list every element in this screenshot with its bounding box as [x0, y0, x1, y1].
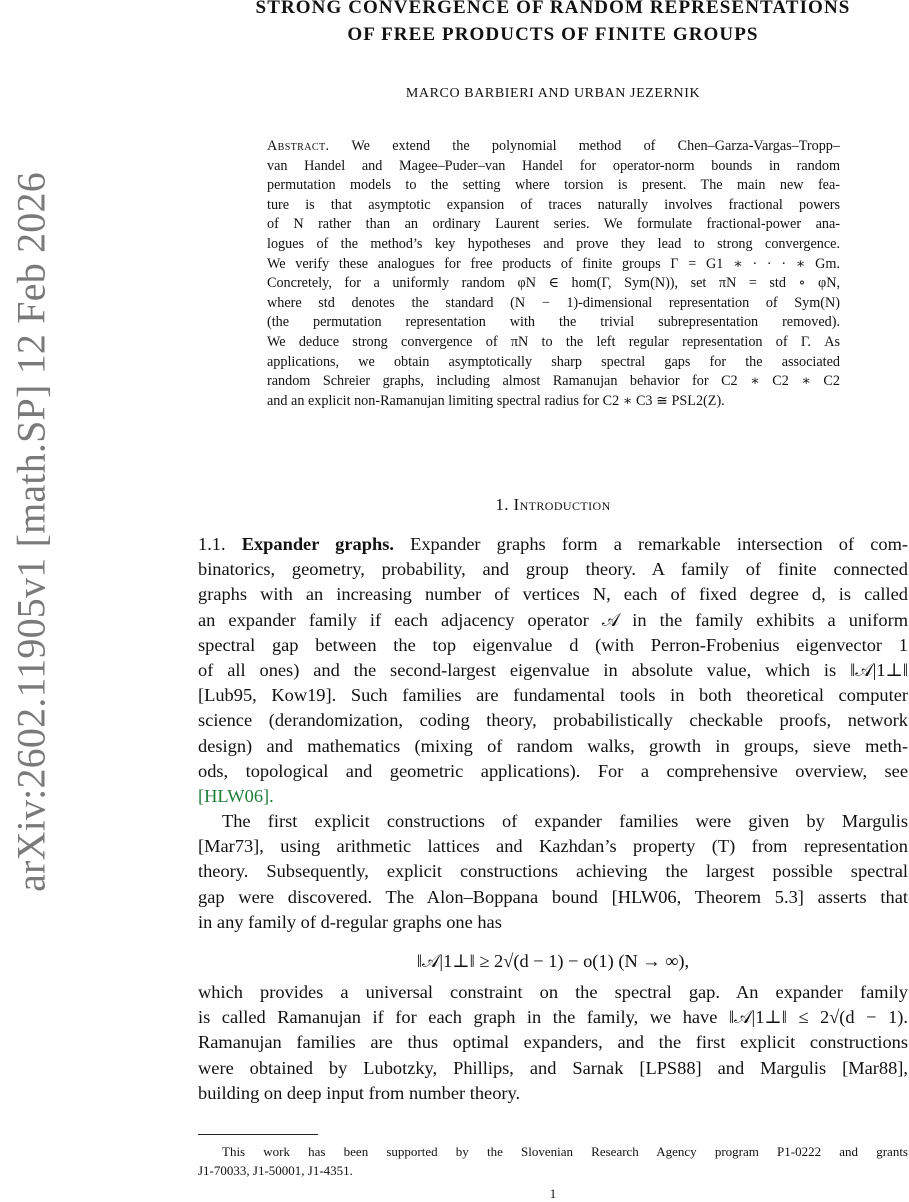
paragraph-line: which provides a universal constraint on the spectral gap. An expander family [198, 982, 908, 1002]
abstract-line: of N rather than an ordinary Laurent series. We formulate fractional-power ana- [267, 216, 840, 233]
abstract [267, 137, 840, 411]
paragraph-line: spectral gap between the top eigenvalue d (with Perron-Frobenius eigenvector 1 [198, 634, 908, 655]
subsection-title: Expander graphs. [241, 534, 394, 554]
citation-link[interactable]: [HLW06]. [198, 785, 274, 806]
body-text [198, 532, 908, 1106]
paragraph-line: Ramanujan families are thus optimal expanders, and the first explicit constructions [198, 1032, 908, 1053]
arxiv-identifier[interactable]: arXiv:2602.11905v1 [math.SP] 12 Feb 2026 [8, 172, 54, 892]
paragraph-line[interactable]: [Lub95, Kow19]. Such families are fundamental tools in both theoretical computer [198, 685, 908, 706]
abstract-line: van Handel and Magee–Puder–van Handel for operator-norm bounds in random [267, 157, 840, 174]
paragraph-line: ods, topological and geometric applications). For a comprehensive overview, see [198, 760, 908, 781]
abstract-line: random Schreier graphs, including almost Ramanujan behavior for C2 ∗ C2 ∗ C2 [267, 373, 840, 390]
display-equation: ‖𝒜|1⊥‖ ≥ 2√(d − 1) − o(1) (N → ∞), [416, 951, 690, 971]
paragraph-line: binatorics, geometry, probability, and group theory. A family of finite connected [198, 559, 908, 580]
footnote [198, 1142, 908, 1180]
abstract-label: Abstract. [267, 138, 330, 154]
abstract-line: where std denotes the standard (N − 1)-dimensional representation of Sym(N) [267, 294, 840, 311]
paper-title [197, 0, 909, 48]
authors: MARCO BARBIERI AND URBAN JEZERNIK [405, 86, 701, 101]
paragraph-line[interactable]: were obtained by Lubotzky, Phillips, and Sarnak [LPS88] and Margulis [Mar88], [198, 1057, 908, 1078]
abstract-line: permutation models to the setting where torsion is present. The main new fea- [267, 177, 840, 194]
title-line: STRONG CONVERGENCE OF RANDOM REPRESENTATIONS [255, 0, 851, 18]
abstract-line: We deduce strong convergence of πN to the left regular representation of Γ. As [267, 333, 840, 350]
paragraph-line: design) and mathematics (mixing of random walks, growth in groups, sieve meth- [198, 735, 908, 756]
subsection-number: 1.1. [198, 534, 242, 554]
paragraph-line: an expander family if each adjacency operator 𝒜 in the family exhibits a uniform [198, 609, 908, 630]
paragraph-line: theory. Subsequently, explicit constructions achieving the largest possible spectral [198, 861, 908, 882]
footnote-line: J1-70033, J1-50001, J1-4351. [198, 1163, 353, 1178]
abstract-line: ture is that asymptotic expansion of traces naturally involves fractional powers [267, 196, 840, 213]
section-heading: 1. Introduction [495, 495, 611, 514]
abstract-line: We verify these analogues for free products of finite groups Γ = G1 ∗ · · · ∗ Gm. [267, 255, 840, 272]
title-line: OF FREE PRODUCTS OF FINITE GROUPS [347, 24, 759, 45]
abstract-line: logues of the method’s key hypotheses and prove they lead to strong convergence. [267, 235, 840, 252]
abstract-line [267, 137, 840, 157]
paragraph-line: The first explicit constructions of expander families were given by Margulis [222, 811, 908, 832]
paragraph-line [198, 532, 908, 557]
abstract-line: and an explicit non-Ramanujan limiting spectral radius for C2 ∗ C3 ≅ PSL2(Z). [267, 392, 725, 409]
paragraph-line: in any family of d-regular graphs one has [198, 911, 502, 932]
paragraph-line: building on deep input from number theory. [198, 1082, 521, 1103]
arxiv-sidebar [0, 0, 60, 1200]
abstract-line: Concretely, for a uniformly random φN ∈ hom(Γ, Sym(N)), set πN = std ∘ φN, [267, 275, 840, 292]
paragraph-line: of all ones) and the second-largest eigenvalue in absolute value, which is ‖𝒜|1⊥‖ [198, 659, 908, 680]
footnote-divider [198, 1134, 318, 1135]
abstract-line: (the permutation representation with the trivial subrepresentation removed). [267, 314, 840, 331]
paragraph-line[interactable]: gap were discovered. The Alon–Boppana bound [HLW06, Theorem 5.3] asserts that [198, 886, 908, 907]
paragraph-line: is called Ramanujan if for each graph in the family, we have ‖𝒜|1⊥‖ ≤ 2√(d − 1). [198, 1007, 908, 1028]
paragraph-line-text: Expander graphs form a remarkable intersection of com- [410, 534, 908, 554]
paragraph-line[interactable]: [Mar73], using arithmetic lattices and Kazhdan’s property (T) from representation [198, 836, 908, 857]
paragraph-line: science (derandomization, coding theory, probabilistically checkable proofs, network [198, 710, 908, 731]
abstract-line: applications, we obtain asymptotically sharp spectral gaps for the associated [267, 353, 840, 370]
page-number: 1 [549, 1186, 557, 1201]
paragraph-line: graphs with an increasing number of vertices N, each of fixed degree d, is called [198, 584, 908, 605]
footnote-line: This work has been supported by the Slovenian Research Agency program P1-0222 and grants [222, 1144, 908, 1159]
abstract-line-text: We extend the polynomial method of Chen–Garza-Vargas–Tropp– [351, 138, 840, 154]
